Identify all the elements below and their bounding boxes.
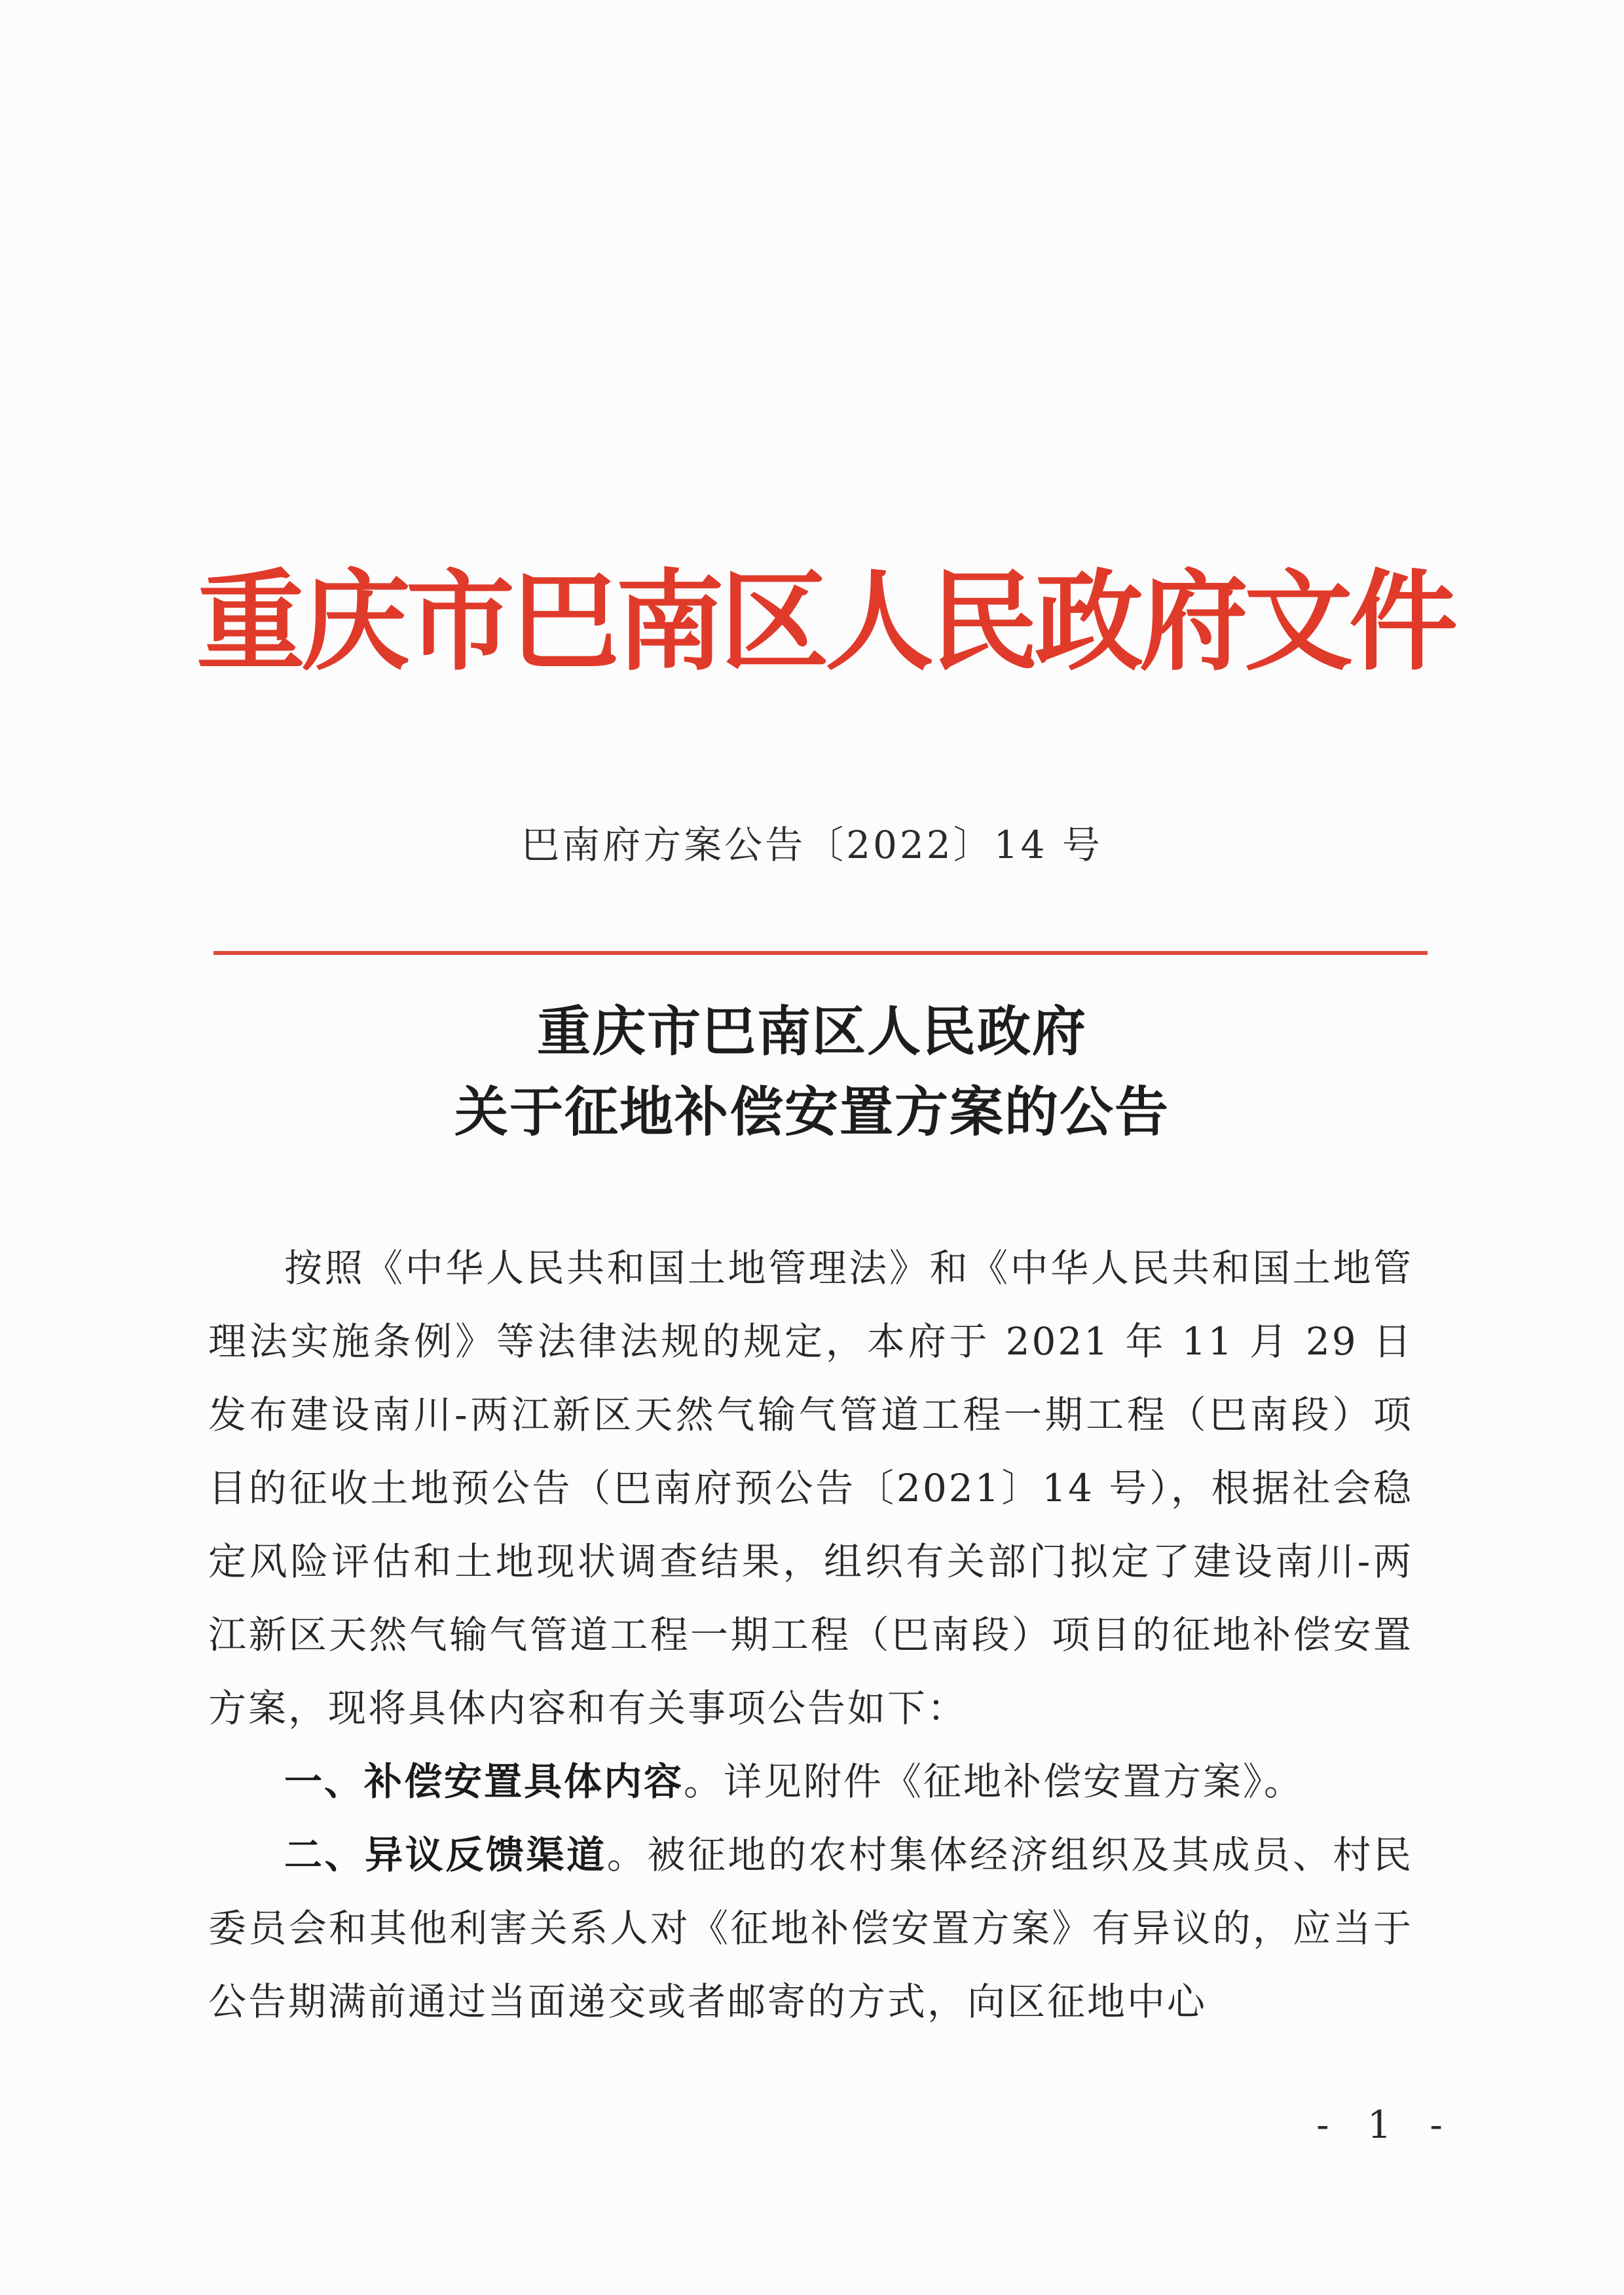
section1-paragraph [208, 1745, 1413, 1818]
intro-paragraph: 按照《中华人民共和国土地管理法》和《中华人民共和国土地管理法实施条例》等法律法规的规定，本府于 2021 年 11 月 29 日发布建设南川-两江新区天然气输气管道工程一期工程（巴南段）项目的征收土地预公告（巴南府预公告〔2021〕14 号），根据社会稳定风险评估和土地现状调查结果，组织有关部门拟定了建设南川-两江新区天然气输气管道工程一期工程（巴南段）项目的征地补偿安置方案，现将具体内容和有关事项公告如下： [208, 1246, 1413, 1730]
masthead-title: 重庆市巴南区人民政府文件 [196, 558, 1454, 686]
section1-text: 。详见附件《征地补偿安置方案》。 [684, 1759, 1304, 1804]
notice-body [208, 1231, 1413, 2038]
notice-title-line1: 重庆市巴南区人民政府 [536, 1000, 1087, 1063]
section1-heading: 一、补偿安置具体内容 [284, 1759, 684, 1804]
section2-heading: 二、异议反馈渠道 [284, 1833, 607, 1877]
notice-title-line2: 关于征地补偿安置方案的公告 [454, 1081, 1170, 1144]
page-number: - 1 - [1316, 2102, 1456, 2147]
document-number: 巴南府方案公告〔2022〕14 号 [521, 823, 1103, 867]
section2-paragraph [208, 1818, 1413, 2038]
red-divider-line [213, 951, 1428, 955]
section2-text: 。被征地的农村集体经济组织及其成员、村民委员会和其他利害关系人对《征地补偿安置方案》有异议的，应当于公告期满前通过当面递交或者邮寄的方式，向区征地中心 [208, 1833, 1413, 2024]
